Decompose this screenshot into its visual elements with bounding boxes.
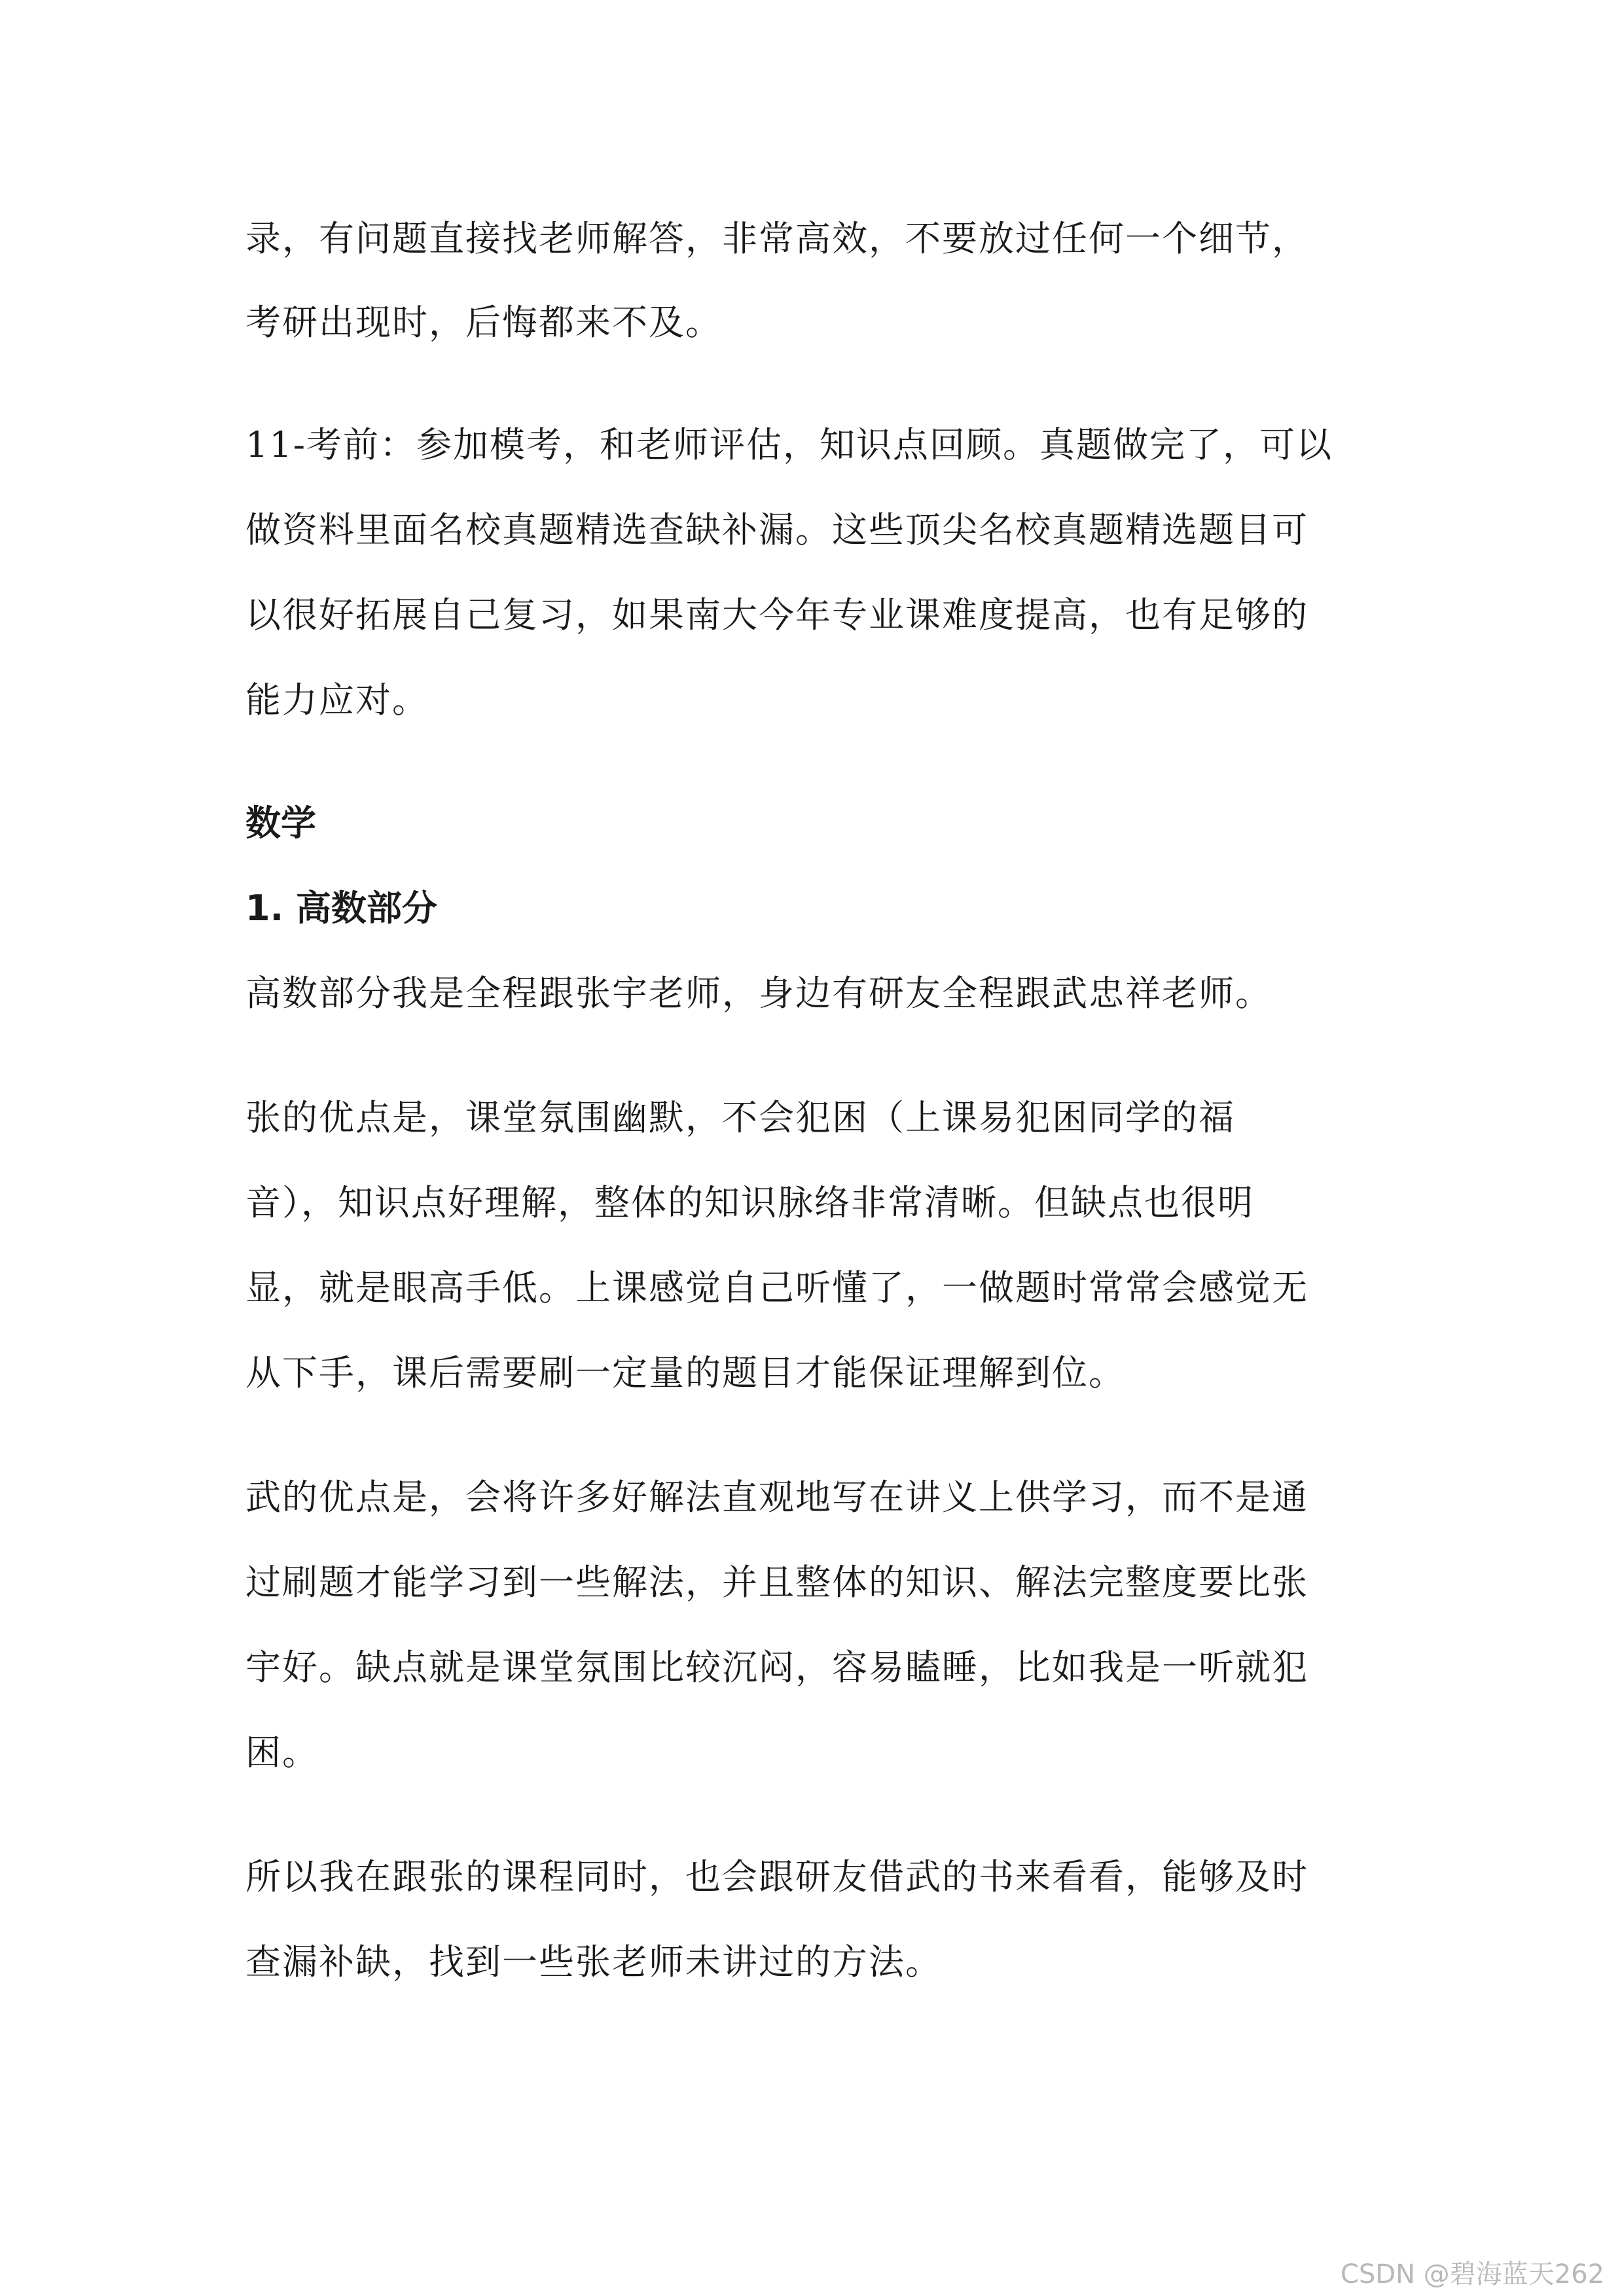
paragraph-4-line-2: 音），知识点好理解，整体的知识脉络非常清晰。但缺点也很明 [245, 1182, 1254, 1223]
paragraph-1-line-2: 考研出现时，后悔都来不及。 [245, 302, 722, 343]
paragraph-2-line-2: 做资料里面名校真题精选查缺补漏。这些顶尖名校真题精选题目可 [245, 509, 1308, 550]
paragraph-2-line-1: 11-考前：参加模考，和老师评估，知识点回顾。真题做完了，可以 [245, 424, 1333, 465]
paragraph-5-line-2: 过刷题才能学习到一些解法，并且整体的知识、解法完整度要比张 [245, 1562, 1308, 1603]
paragraph-2-line-4: 能力应对。 [245, 679, 429, 721]
paragraph-1-line-1: 录，有问题直接找老师解答，非常高效，不要放过任何一个细节， [245, 218, 1308, 259]
section-heading: 数学 [245, 802, 316, 844]
paragraph-4-line-1: 张的优点是，课堂氛围幽默，不会犯困（上课易犯困同学的福 [245, 1097, 1235, 1138]
paragraph-2-line-3: 以很好拓展自己复习，如果南大今年专业课难度提高，也有足够的 [245, 594, 1308, 636]
paragraph-5-line-4: 困。 [245, 1732, 319, 1773]
paragraph-5-line-3: 宇好。缺点就是课堂氛围比较沉闷，容易瞌睡，比如我是一听就犯 [245, 1647, 1308, 1688]
paragraph-4-line-3: 显，就是眼高手低。上课感觉自己听懂了，一做题时常常会感觉无 [245, 1267, 1308, 1308]
watermark: CSDN @碧海蓝天262 [1340, 2259, 1604, 2289]
paragraph-6-line-1: 所以我在跟张的课程同时，也会跟研友借武的书来看看，能够及时 [245, 1856, 1308, 1897]
paragraph-4-line-4: 从下手，课后需要刷一定量的题目才能保证理解到位。 [245, 1352, 1125, 1393]
subsection-heading: 1. 高数部分 [245, 888, 437, 929]
paragraph-5-line-1: 武的优点是，会将许多好解法直观地写在讲义上供学习，而不是通 [245, 1477, 1308, 1518]
paragraph-6-line-2: 查漏补缺，找到一些张老师未讲过的方法。 [245, 1941, 942, 1982]
paragraph-3-line-1: 高数部分我是全程跟张宇老师，身边有研友全程跟武忠祥老师。 [245, 973, 1272, 1014]
